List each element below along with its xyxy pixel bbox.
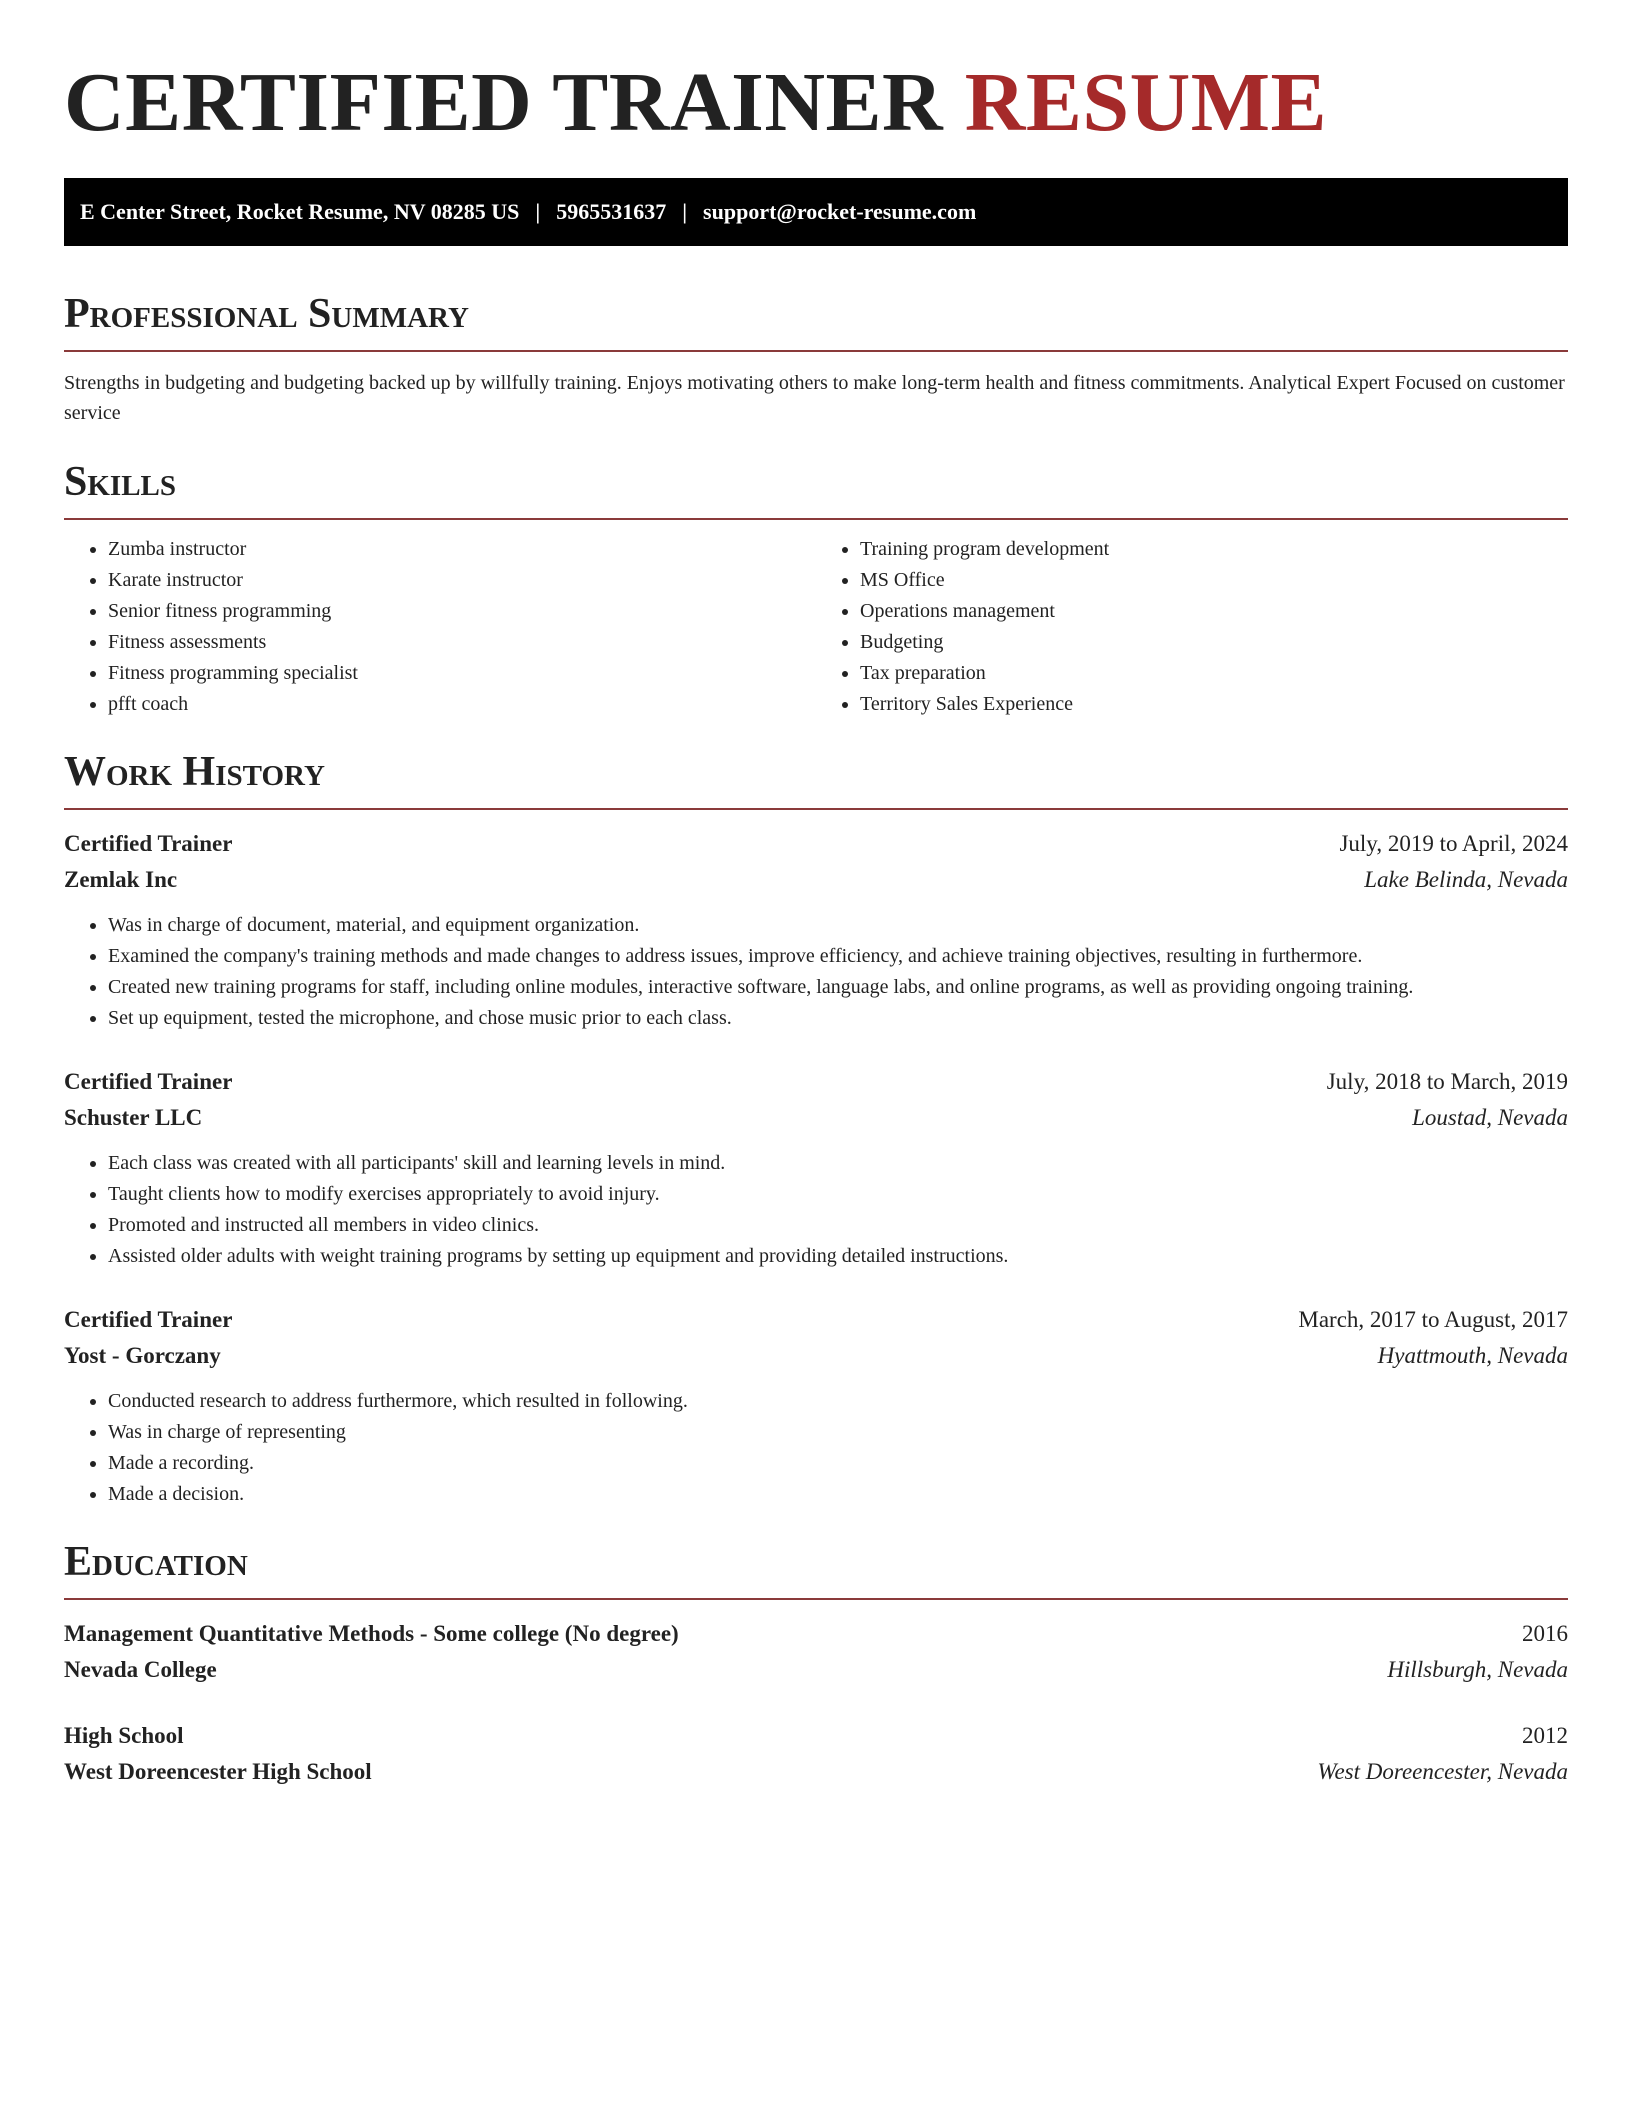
job-bullet: • Each class was created with all participants' skill and learning levels in mind. — [108, 1148, 1568, 1179]
job-bullet: • Examined the company's training methods and made changes to address issues, improve efficiency, and achieve training objectives, resulting in furthermore. — [108, 941, 1568, 972]
job-bullet: • Made a recording. — [108, 1448, 1568, 1479]
title-main: CERTIFIED TRAINER — [64, 56, 944, 149]
job-bullet: • Made a decision. — [108, 1479, 1568, 1510]
job-title-row — [64, 826, 1568, 862]
job-company: Zemlak Inc — [64, 867, 178, 892]
contact-bar — [64, 178, 1568, 246]
job-title-row — [64, 1302, 1568, 1338]
skill-item: • Fitness programming specialist — [108, 658, 816, 689]
skills-list — [64, 534, 1568, 720]
skill-item: • Tax preparation — [860, 658, 1568, 689]
job-bullet: • Was in charge of representing — [108, 1417, 1568, 1448]
summary-heading: Professional Summary — [64, 290, 1568, 352]
education-year: 2012 — [1522, 1723, 1568, 1748]
education-school-row — [64, 1754, 1568, 1790]
education-school: West Doreencester High School — [64, 1759, 372, 1784]
job-bullets — [64, 1148, 1568, 1272]
skill-item: • Budgeting — [860, 627, 1568, 658]
job-company-row — [64, 862, 1568, 898]
skill-item: • Karate instructor — [108, 565, 816, 596]
job-bullet: • Assisted older adults with weight training programs by setting up equipment and providing detailed instructions. — [108, 1241, 1568, 1272]
job-title: Certified Trainer — [64, 1069, 233, 1094]
skill-item: • Operations management — [860, 596, 1568, 627]
job-dates: July, 2018 to March, 2019 — [1326, 1069, 1568, 1094]
skill-item: • MS Office — [860, 565, 1568, 596]
skills-heading: Skills — [64, 458, 1568, 520]
job-bullet: • Set up equipment, tested the microphone, and chose music prior to each class. — [108, 1003, 1568, 1034]
job-bullet: • Created new training programs for staff, including online modules, interactive software, language labs, and online programs, as well as providing ongoing training. — [108, 972, 1568, 1003]
skill-item: • pfft coach — [108, 689, 816, 720]
job-location: Lake Belinda, Nevada — [1364, 867, 1568, 892]
resume-title — [64, 58, 1568, 148]
education-year: 2016 — [1522, 1621, 1568, 1646]
education-degree-row — [64, 1616, 1568, 1652]
job-bullet: • Taught clients how to modify exercises appropriately to avoid injury. — [108, 1179, 1568, 1210]
job-title-row — [64, 1064, 1568, 1100]
job-location: Hyattmouth, Nevada — [1377, 1343, 1568, 1368]
skill-item: • Territory Sales Experience — [860, 689, 1568, 720]
job-company: Yost - Gorczany — [64, 1343, 221, 1368]
job-company-row — [64, 1338, 1568, 1374]
work-history-heading: Work History — [64, 748, 1568, 810]
job-bullets — [64, 910, 1568, 1034]
summary-text: Strengths in budgeting and budgeting backed up by willfully training. Enjoys motivating others to make long-term health and fitness commitments. Analytical Expert Focused on customer service — [64, 372, 1565, 424]
job-location: Loustad, Nevada — [1412, 1105, 1568, 1130]
skill-item: • Senior fitness programming — [108, 596, 816, 627]
education-degree-row — [64, 1718, 1568, 1754]
education-heading: Education — [64, 1538, 1568, 1600]
job-company: Schuster LLC — [64, 1105, 203, 1130]
job-entry — [64, 826, 1568, 1034]
skills-column-left — [64, 534, 816, 720]
job-entry — [64, 1064, 1568, 1272]
title-accent: RESUME — [964, 56, 1328, 149]
education-entry — [64, 1616, 1568, 1688]
education-school: Nevada College — [64, 1657, 217, 1682]
contact-separator: | — [682, 199, 688, 224]
job-title: Certified Trainer — [64, 1307, 233, 1332]
job-dates: July, 2019 to April, 2024 — [1339, 831, 1568, 856]
education-degree: Management Quantitative Methods - Some college (No degree) — [64, 1621, 679, 1646]
education-school-row — [64, 1652, 1568, 1688]
education-degree: High School — [64, 1723, 184, 1748]
job-bullet: • Was in charge of document, material, and equipment organization. — [108, 910, 1568, 941]
education-location: West Doreencester, Nevada — [1317, 1759, 1568, 1784]
education-location: Hillsburgh, Nevada — [1387, 1657, 1568, 1682]
skill-item: • Zumba instructor — [108, 534, 816, 565]
contact-separator: | — [535, 199, 541, 224]
contact-email: support@rocket-resume.com — [703, 199, 977, 224]
skill-item: • Training program development — [860, 534, 1568, 565]
job-bullets — [64, 1386, 1568, 1510]
skill-item: • Fitness assessments — [108, 627, 816, 658]
contact-phone: 5965531637 — [556, 199, 667, 224]
job-bullet: • Conducted research to address furthermore, which resulted in following. — [108, 1386, 1568, 1417]
job-company-row — [64, 1100, 1568, 1136]
education-entry — [64, 1718, 1568, 1790]
job-dates: March, 2017 to August, 2017 — [1298, 1307, 1568, 1332]
job-title: Certified Trainer — [64, 831, 233, 856]
contact-address: E Center Street, Rocket Resume, NV 08285 US — [80, 199, 520, 224]
job-bullet: • Promoted and instructed all members in video clinics. — [108, 1210, 1568, 1241]
job-entry — [64, 1302, 1568, 1510]
skills-column-right — [816, 534, 1568, 720]
